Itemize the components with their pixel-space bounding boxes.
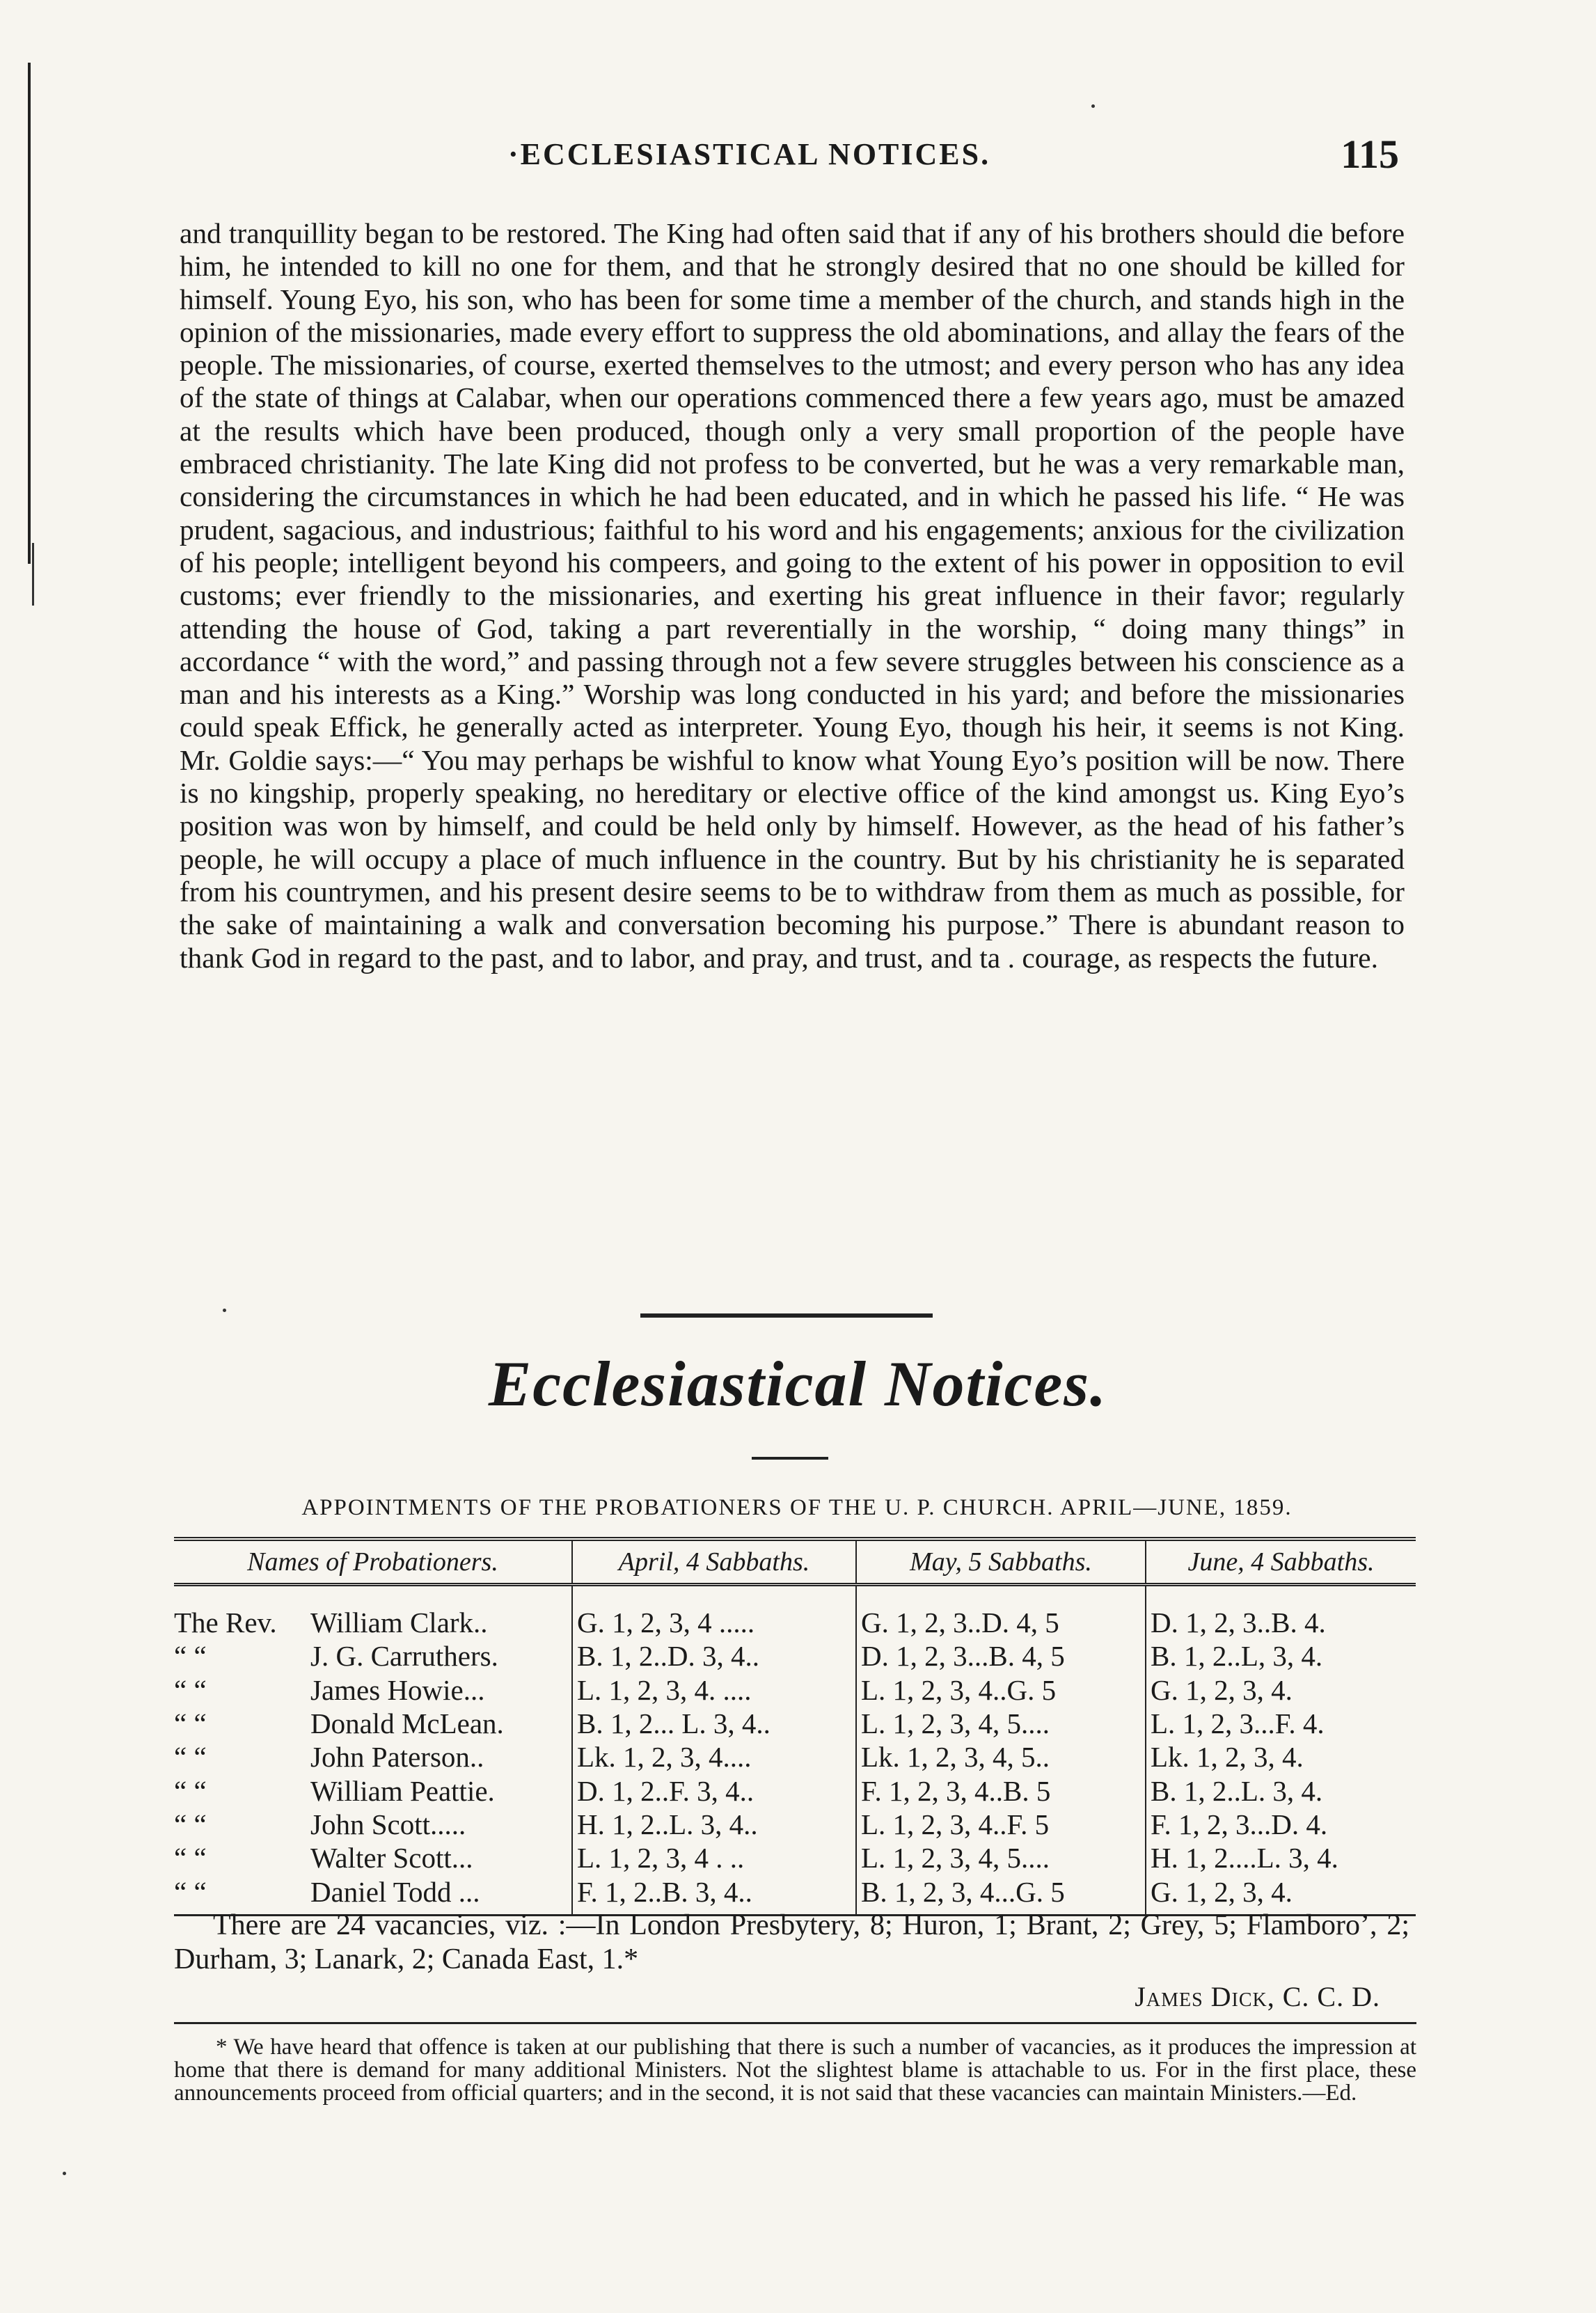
probationer-name: John Paterson.. [310, 1741, 484, 1774]
column-header: April, 4 Sabbaths. [572, 1539, 856, 1585]
probationer-cell [174, 1707, 572, 1740]
table-row [174, 1808, 1416, 1841]
table-row [174, 1740, 1416, 1774]
probationer-name: Donald McLean. [310, 1707, 504, 1740]
title-prefix: “ “ [174, 1707, 207, 1740]
body-paragraph: and tranquillity began to be restored. The King had often said that if any of his brothers should die before him, he intended to kill no one for them, and that he strongly desired that no one should be killed for himself. Young Eyo, his son, who has been for some time a member of the church, and stands high in the opinion of the missionaries, made every effort to suppress the old abominations, and allay the fears of the people. The missionaries, of course, exerted themselves to the utmost; and every person who has any idea of the state of things at Calabar, when our operations commenced there a few years ago, must be amazed at the results which have been produced, though only a very small proportion of the people have embraced christianity. The late King did not profess to be converted, but he was a very remarkable man, considering the circumstances in which he had been educated, and in which he passed his life. “ He was prudent, sagacious, and industrious; faithful to his word and his engagements; anxious for the civilization of his people; intelligent beyond his compeers, and going to the extent of his power in opposition to evil customs; ever friendly to the missionaries, and exerting his great influence in their favor; regularly attending the house of God, taking a part reverentially in the worship, “ doing many things” in accordance “ with the word,” and passing through not a few severe struggles between his conscience as a man and his interests as a King.” Worship was long conducted in his yard; and before the missionaries could speak Effick, he generally acted as interpreter. Young Eyo, though his heir, it seems is not King. Mr. Goldie says:—“ You may perhaps be wishful to know what Young Eyo’s position will be now. There is no kingship, properly speaking, no hereditary or elective office of the kind amongst us. King Eyo’s position was won by himself, and could be held only by himself. However, as the head of his father’s people, he will occupy a place of much influence in the country. But by his christianity he is separated from his countrymen, and his present desire seems to be to withdraw from them as much as possible, for the sake of maintaining a walk and conversation becoming his purpose.” There is abundant reason to thank God in regard to the past, and to labor, and pray, and trust, and ta . courage, as respects the future. [180, 217, 1405, 974]
june-appointments-cell: H. 1, 2....L. 3, 4. [1146, 1841, 1416, 1874]
may-appointments-cell: F. 1, 2, 3, 4..B. 5 [856, 1774, 1146, 1807]
probationer-cell [174, 1639, 572, 1673]
may-appointments-cell: Lk. 1, 2, 3, 4, 5.. [856, 1740, 1146, 1774]
probationer-name: Walter Scott... [310, 1842, 473, 1874]
probationer-cell [174, 1774, 572, 1807]
print-speck [1091, 104, 1095, 108]
table-caption: APPOINTMENTS OF THE PROBATIONERS OF THE U. P. CHURCH. APRIL—JUNE, 1859. [301, 1495, 1293, 1520]
june-appointments-cell: D. 1, 2, 3..B. 4. [1146, 1585, 1416, 1640]
april-appointments-cell: H. 1, 2..L. 3, 4.. [572, 1808, 856, 1841]
probationer-name: J. G. Carruthers. [310, 1640, 498, 1673]
june-appointments-cell: B. 1, 2..L. 3, 4. [1146, 1774, 1416, 1807]
may-appointments-cell: G. 1, 2, 3..D. 4, 5 [856, 1585, 1146, 1640]
probationer-cell [174, 1585, 572, 1640]
footnote-divider [174, 2022, 1416, 2024]
signature: James Dick, C. C. D. [1135, 1981, 1380, 2012]
table-row [174, 1774, 1416, 1807]
footnote [174, 2036, 1416, 2105]
appointments-table [174, 1537, 1416, 1916]
page-header [174, 132, 1399, 185]
table-row [174, 1639, 1416, 1673]
section-title: Ecclesiastical Notices. [488, 1348, 1108, 1419]
probationer-name: John Scott..... [310, 1808, 466, 1840]
title-prefix: “ “ [174, 1741, 207, 1774]
may-appointments-cell: L. 1, 2, 3, 4..F. 5 [856, 1808, 1146, 1841]
table-row [174, 1707, 1416, 1740]
body-text [180, 217, 1405, 974]
april-appointments-cell: B. 1, 2... L. 3, 4.. [572, 1707, 856, 1740]
column-header: June, 4 Sabbaths. [1146, 1539, 1416, 1585]
april-appointments-cell: L. 1, 2, 3, 4 . .. [572, 1841, 856, 1874]
june-appointments-cell: L. 1, 2, 3...F. 4. [1146, 1707, 1416, 1740]
print-speck [223, 1309, 226, 1312]
probationer-cell [174, 1740, 572, 1774]
april-appointments-cell: Lk. 1, 2, 3, 4.... [572, 1740, 856, 1774]
footnote-text: * We have heard that offence is taken at our publishing that there is such a number of vacancies, as it produces the impression at home that there is demand for many additional Ministers. Not the slightest blame is attachable to us. For in the first place, these announcements proceed from official quarters; and in the second, it is not said that these vacancies can maintain Ministers.—Ed. [174, 2035, 1416, 2106]
page-edge-line [32, 543, 34, 606]
may-appointments-cell: D. 1, 2, 3...B. 4, 5 [856, 1639, 1146, 1673]
june-appointments-cell: Lk. 1, 2, 3, 4. [1146, 1740, 1416, 1774]
title-prefix: The Rev. [174, 1607, 277, 1639]
april-appointments-cell: F. 1, 2..B. 3, 4.. [572, 1874, 856, 1915]
column-header: May, 5 Sabbaths. [856, 1539, 1146, 1585]
table-row [174, 1841, 1416, 1874]
june-appointments-cell: F. 1, 2, 3...D. 4. [1146, 1808, 1416, 1841]
table-row [174, 1673, 1416, 1707]
probationer-name: Daniel Todd ... [310, 1875, 480, 1908]
running-head: ·ECCLESIASTICAL NOTICES. [508, 137, 991, 171]
probationer-cell [174, 1808, 572, 1841]
page-number: 115 [1341, 132, 1399, 177]
title-prefix: “ “ [174, 1640, 207, 1673]
page-edge-line [28, 63, 31, 564]
april-appointments-cell: G. 1, 2, 3, 4 ..... [572, 1585, 856, 1640]
probationer-name: William Clark.. [310, 1607, 488, 1639]
probationer-cell [174, 1673, 572, 1707]
vacancies-summary [174, 1909, 1409, 1977]
april-appointments-cell: B. 1, 2..D. 3, 4.. [572, 1639, 856, 1673]
summary-text: There are 24 vacancies, viz. :—In London Presbytery, 8; Huron, 1; Brant, 2; Grey, 5; Flamboro’, 2; Durham, 3; Lanark, 2; Canada East, 1.* [174, 1909, 1409, 1975]
title-prefix: “ “ [174, 1875, 207, 1908]
may-appointments-cell: L. 1, 2, 3, 4, 5.... [856, 1707, 1146, 1740]
title-prefix: “ “ [174, 1673, 207, 1706]
title-underline [752, 1457, 828, 1460]
april-appointments-cell: L. 1, 2, 3, 4. .... [572, 1673, 856, 1707]
table-body [174, 1585, 1416, 1916]
probationer-cell [174, 1841, 572, 1874]
may-appointments-cell: B. 1, 2, 3, 4...G. 5 [856, 1874, 1146, 1915]
may-appointments-cell: L. 1, 2, 3, 4, 5.... [856, 1841, 1146, 1874]
june-appointments-cell: B. 1, 2..L, 3, 4. [1146, 1639, 1416, 1673]
probationer-name: James Howie... [310, 1673, 485, 1706]
print-speck [63, 2172, 66, 2175]
june-appointments-cell: G. 1, 2, 3, 4. [1146, 1673, 1416, 1707]
title-prefix: “ “ [174, 1774, 207, 1807]
title-prefix: “ “ [174, 1842, 207, 1874]
april-appointments-cell: D. 1, 2..F. 3, 4.. [572, 1774, 856, 1807]
title-prefix: “ “ [174, 1808, 207, 1840]
table-header-row [174, 1539, 1416, 1585]
table-row [174, 1585, 1416, 1640]
june-appointments-cell: G. 1, 2, 3, 4. [1146, 1874, 1416, 1915]
section-divider [640, 1313, 933, 1318]
may-appointments-cell: L. 1, 2, 3, 4..G. 5 [856, 1673, 1146, 1707]
column-header: Names of Probationers. [174, 1539, 572, 1585]
probationer-name: William Peattie. [310, 1774, 495, 1807]
